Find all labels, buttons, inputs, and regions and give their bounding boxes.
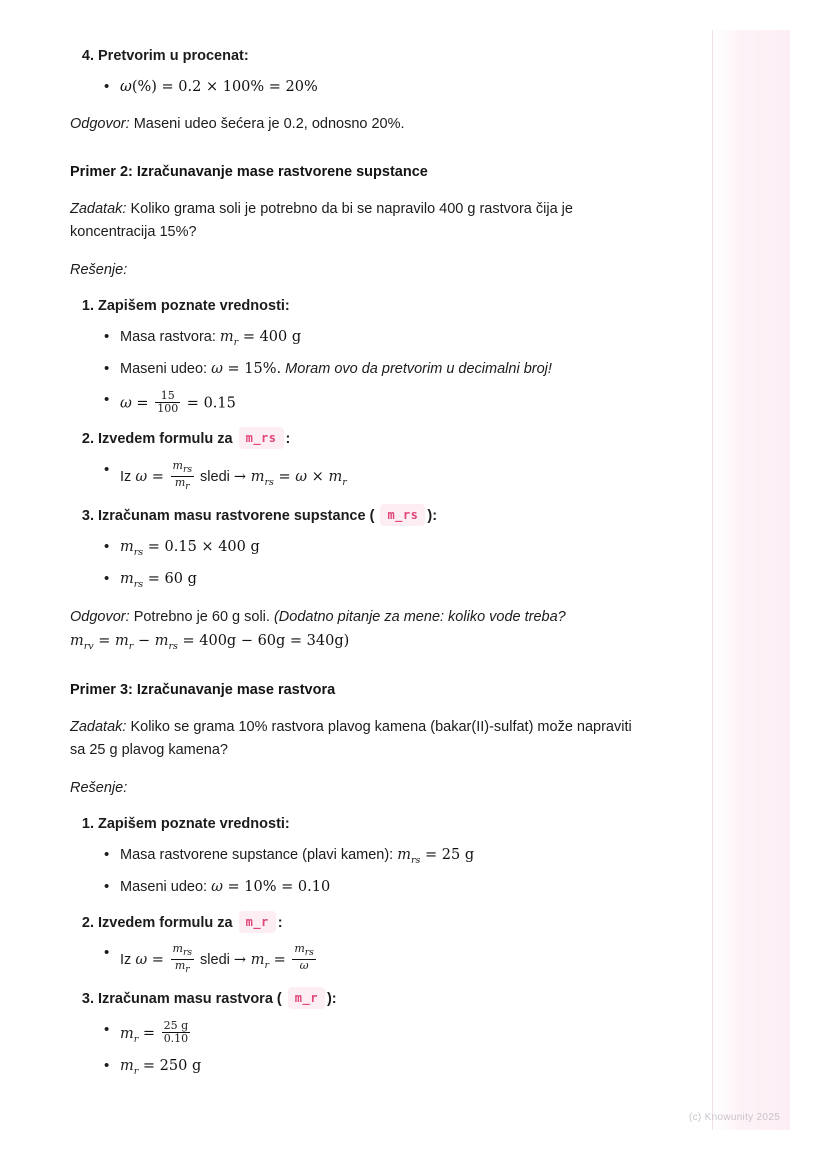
step-label: Izvedem formulu za <box>98 431 233 448</box>
task-text: Koliko se grama 10% rastvora plavog kamena (bakar(II)-sulfat) može napraviti sa 25 g plavog kamena? <box>70 718 632 759</box>
task-label: Zadatak: <box>70 200 127 217</box>
step-suffix: : <box>277 914 283 931</box>
inline-code-token: m_r <box>288 987 325 1009</box>
formula: $m_{rs}$ <box>120 571 144 590</box>
list-item: • Maseni udeo: ω = 10% = 0.10 <box>120 877 650 899</box>
list-item <box>98 987 650 1079</box>
list-item <box>98 911 650 976</box>
bullet-text: Masa rastvora: <box>120 328 220 345</box>
formula: $m_r$ <box>120 1025 139 1045</box>
document-content <box>70 36 650 1091</box>
list-item <box>98 504 650 592</box>
list-item <box>98 427 650 492</box>
answer-label: Odgovor: <box>70 609 130 626</box>
bullet-text: Masa rastvorene supstance (plavi kamen): <box>120 846 398 863</box>
step-bullets <box>98 537 650 592</box>
formula: ω <box>211 361 223 378</box>
task-label: Zadatak: <box>70 718 127 735</box>
bullet-note: Moram ovo da pretvorim u decimalni broj! <box>285 361 552 378</box>
list-item <box>98 46 650 99</box>
answer-text: Potrebno je 60 g soli. <box>133 609 270 626</box>
list-item: • ω = $\frac{15}{100}$ = 0.15 <box>120 390 650 416</box>
bullet-text: Maseni udeo: <box>120 361 212 378</box>
list-item: • Iz ω = $\frac{m_{rs}}{m_r}$ sledi → $m_{rs} = \omega \times m_r$ <box>120 460 650 492</box>
list-item: • Iz ω = $\frac{m_{rs}}{m_r}$ sledi → $m_r$ = $\frac{m_{rs}}{\omega}$ <box>120 943 650 975</box>
list-item: • Masa rastvora: $m_r = 400$ g <box>120 327 650 350</box>
step-label: Izračunam masu rastvora ( <box>98 991 282 1008</box>
step-label: Izračunam masu rastvorene supstance ( <box>98 508 375 525</box>
list-item <box>120 77 650 99</box>
formula: $m_{rs}$ <box>120 538 144 558</box>
primer2-answer: Odgovor: Potrebno je 60 g soli. (Dodatno pitanje za mene: koliko vode treba? $m_{rv} = m_r - m_{rs} = 400g - 60g = 340g$) <box>70 609 566 652</box>
step-bullets <box>98 943 650 975</box>
formula: $m_{rs}$ <box>397 846 421 866</box>
inline-code-token: m_r <box>239 911 276 933</box>
step-label: Pretvorim u procenat: <box>98 48 249 64</box>
answer-label: Odgovor: <box>70 115 130 132</box>
list-item: • Maseni udeo: ω = 15%. Moram ovo da pretvorim u decimalni broj! <box>120 359 650 381</box>
primer1-steps-tail <box>70 46 650 99</box>
formula: $m_r$ <box>120 1057 139 1077</box>
formula: ω <box>211 878 223 895</box>
task-text: Koliko grama soli je potrebno da bi se napravilo 400 g rastvora čija je koncentracija 15%? <box>70 200 573 241</box>
bullet-text: Maseni udeo: <box>120 878 212 895</box>
step-bullets <box>98 845 650 899</box>
step-bullets <box>98 460 650 492</box>
primer3-solution-label: Rešenje: <box>70 779 128 796</box>
answer-text: Maseni udeo šećera je 0.2, odnosno 20%. <box>133 115 405 132</box>
list-item: • $m_r = 250$ g <box>120 1056 650 1079</box>
formula: $m_{rv}$ <box>70 632 94 652</box>
formula: $m_r$ <box>219 328 239 348</box>
primer1-answer <box>70 113 650 136</box>
primer3-heading: Primer 3: Izračunavanje mase rastvora <box>70 681 336 698</box>
formula: ω(%) = 0.2 × 100% = 20% <box>120 78 318 95</box>
step-bullets <box>98 1020 650 1079</box>
list-item: • $m_{rs} = 60$ g <box>120 569 650 592</box>
list-item <box>98 814 650 899</box>
inline-code-token: m_rs <box>239 427 284 449</box>
primer2-solution-label: Rešenje: <box>70 261 128 278</box>
step-label: Izvedem formulu za <box>98 914 233 931</box>
step-suffix: : <box>285 431 291 448</box>
list-item: • Masa rastvorene supstance (plavi kamen): $m_{rs} = 25$ g <box>120 845 650 868</box>
page-gutter-band <box>712 30 790 1130</box>
step-label: Zapišem poznate vrednosti: <box>98 816 290 833</box>
step-bullets <box>98 77 650 99</box>
list-item: • $m_{rs} = 0.15 \times 400$ g <box>120 537 650 560</box>
primer3-task <box>70 716 650 763</box>
primer2-steps <box>70 296 650 592</box>
list-item: • $m_r$ = $\frac{25 g}{0.10}$ <box>120 1020 650 1047</box>
step-label: Zapišem poznate vrednosti: <box>98 298 290 315</box>
answer-note: (Dodatno pitanje za mene: koliko vode treba? <box>273 609 566 626</box>
primer2-heading: Primer 2: Izračunavanje mase rastvorene supstance <box>70 163 428 180</box>
primer2-task <box>70 198 650 245</box>
copyright-footer: (c) Knowunity 2025 <box>688 1112 780 1123</box>
primer3-steps <box>70 814 650 1079</box>
inline-code-token: m_rs <box>380 504 425 526</box>
step-bullets <box>98 327 650 416</box>
step-suffix: ): <box>427 508 438 525</box>
list-item <box>98 296 650 415</box>
step-suffix: ): <box>326 991 337 1008</box>
formula: ω <box>120 395 132 412</box>
